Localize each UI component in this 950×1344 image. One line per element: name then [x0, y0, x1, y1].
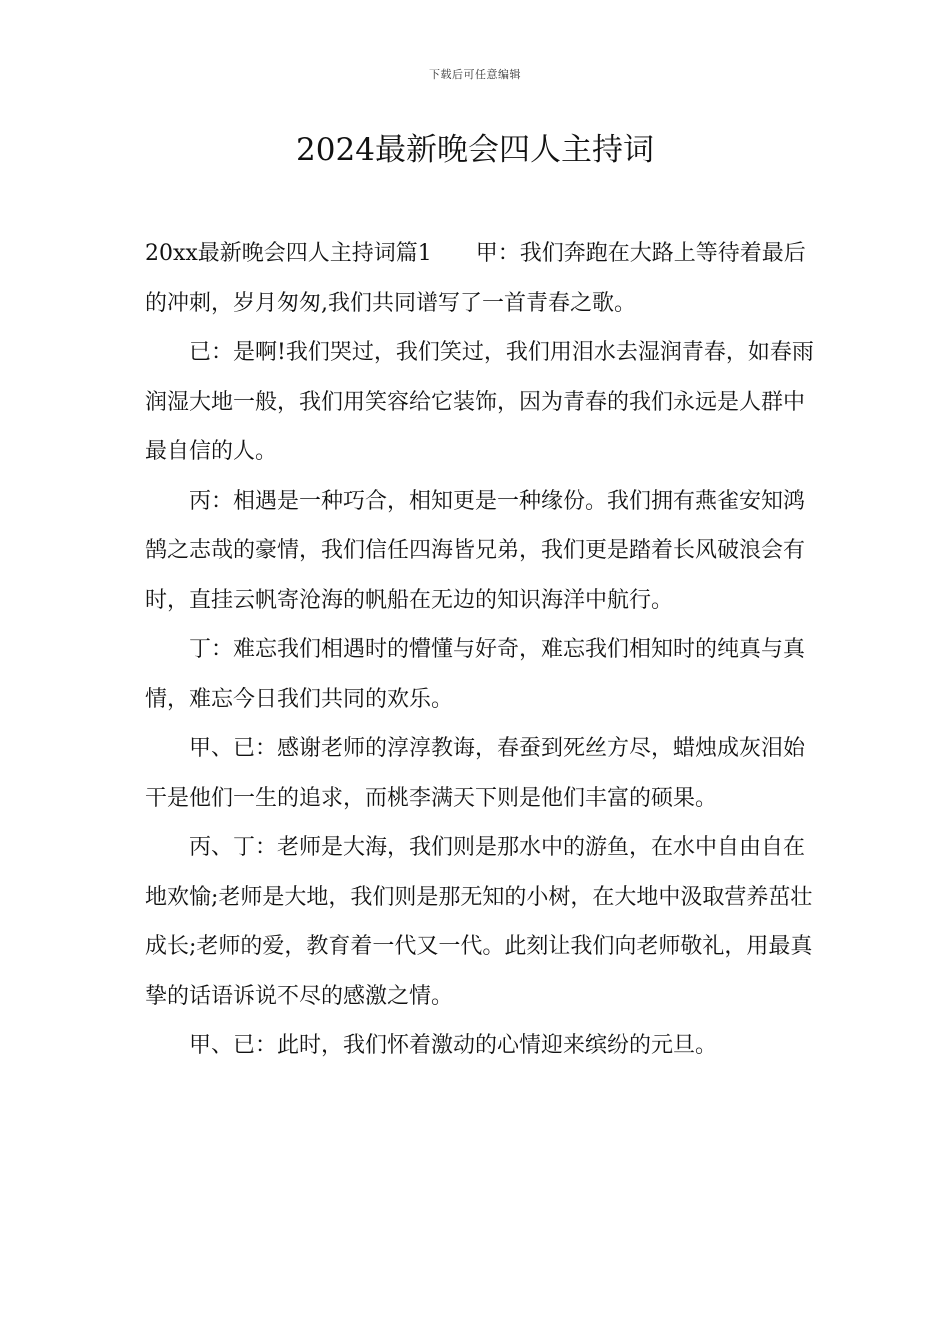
- header-note: 下载后可任意编辑: [429, 68, 521, 81]
- paragraph-5: 甲、已：感谢老师的淳淳教诲，春蚕到死丝方尽，蜡烛成灰泪始干是他们一生的追求，而桃李满天下则是他们丰富的硕果。: [145, 736, 806, 811]
- document-title: 2024最新晚会四人主持词: [296, 132, 654, 168]
- paragraph-6: 丙、丁：老师是大海，我们则是那水中的游鱼，在水中自由自在地欢愉;老师是大地，我们则是那无知的小树，在大地中汲取营养茁壮成长;老师的爱，教育着一代又一代。此刻让我们向老师敬礼，用最真挚的话语诉说不尽的感激之情。: [145, 835, 813, 1009]
- paragraph-4: 丁：难忘我们相遇时的懵懂与好奇，难忘我们相知时的纯真与真情，难忘今日我们共同的欢乐。: [145, 637, 806, 712]
- paragraph-1: 20xx最新晚会四人主持词篇1 甲：我们奔跑在大路上等待着最后的冲刺，岁月匆匆,我们共同谱写了一首青春之歌。: [145, 241, 806, 316]
- document-body: [145, 229, 825, 1071]
- paragraph-2: 已：是啊!我们哭过，我们笑过，我们用泪水去湿润青春，如春雨润湿大地一般，我们用笑容给它装饰，因为青春的我们永远是人群中最自信的人。: [145, 340, 814, 464]
- paragraph-3: 丙：相遇是一种巧合，相知更是一种缘份。我们拥有燕雀安知鸿鹄之志哉的豪情，我们信任四海皆兄弟，我们更是踏着长风破浪会有时，直挂云帆寄沧海的帆船在无边的知识海洋中航行。: [145, 488, 806, 613]
- paragraph-7: 甲、已：此时，我们怀着激动的心情迎来缤纷的元旦。: [189, 1033, 718, 1058]
